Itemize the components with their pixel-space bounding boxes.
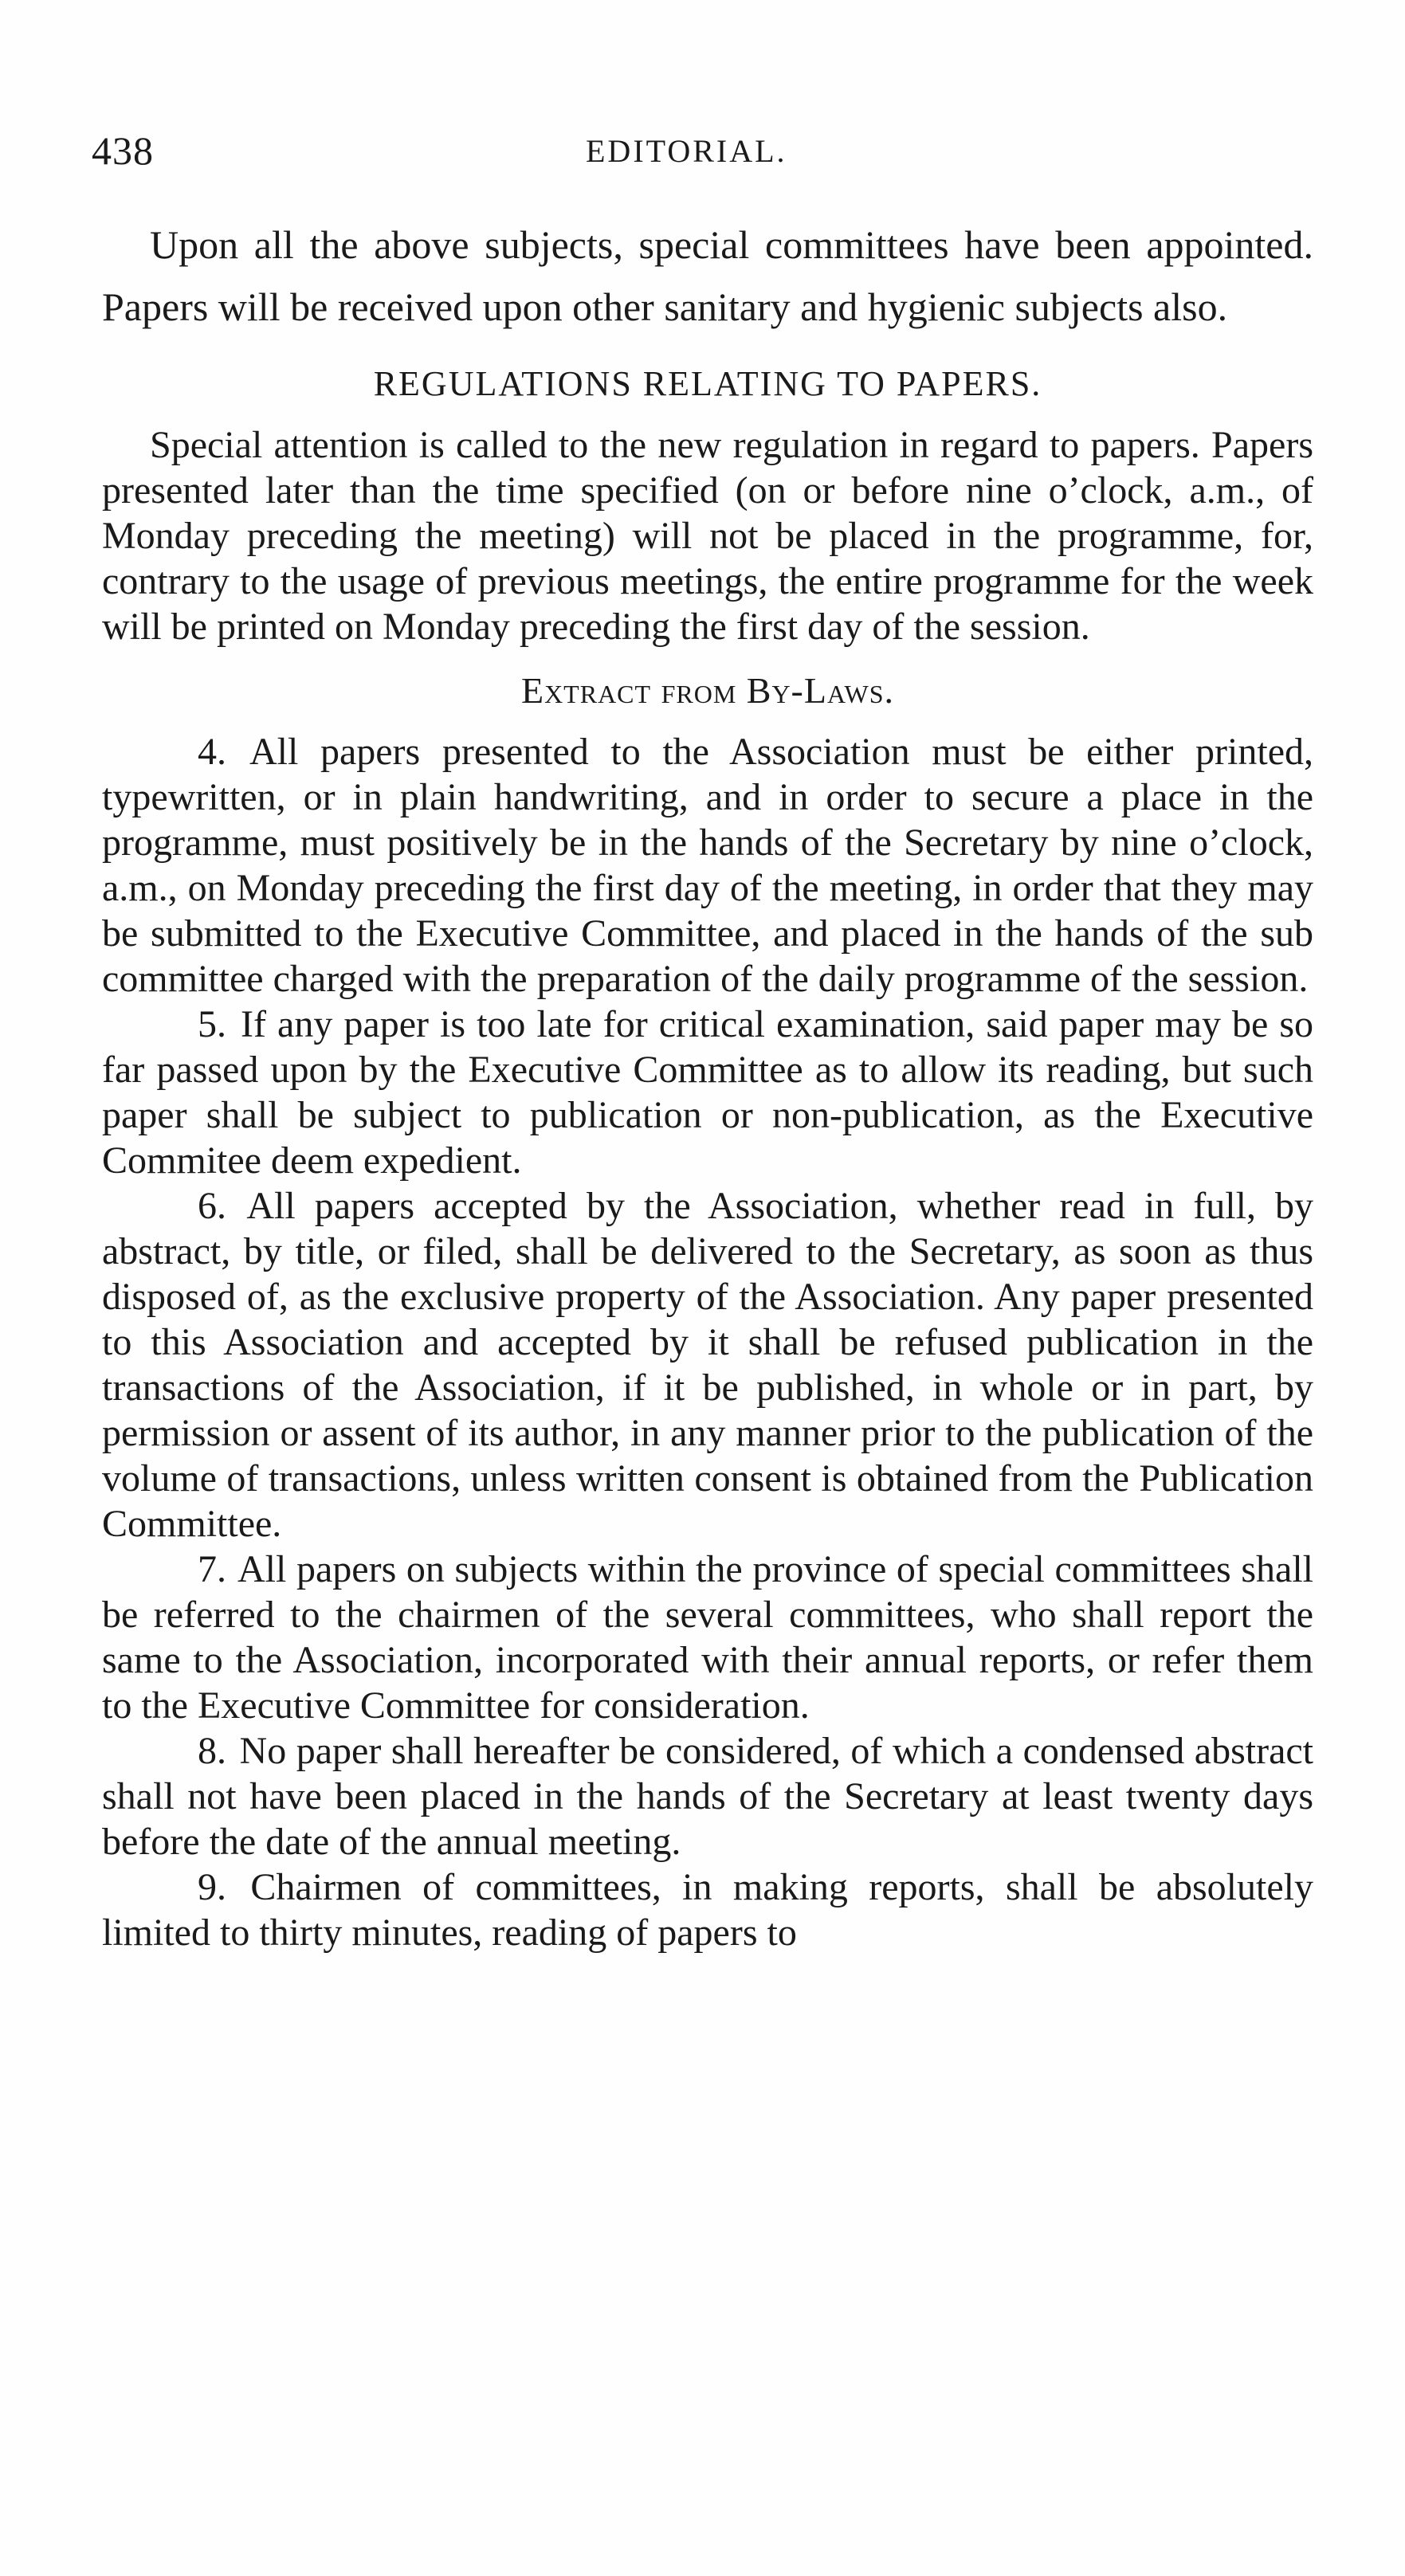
regulations-paragraph: Special attention is called to the new regulation in regard to papers. Papers presented later than the time specified (on or before nine o’clock, a.m., of Monday preceding the meeting) will not be placed in the programme, for, contrary to the usage of previous meetings, the entire programme for the week will be printed on Monday preceding the first day of the session. xyxy=(102,424,1313,648)
bylaw-rule-8 xyxy=(102,1728,1313,1864)
bylaw-rule-5 xyxy=(102,1002,1313,1183)
rule-number: 6. xyxy=(198,1185,226,1227)
rule-text: All papers presented to the Association must be either printed, typewritten, or in plain handwriting, and in order to secure a place in the programme, must positively be in the hands of the Secretary by nine o’clock, a.m., on Monday preceding the first day of the meeting, in order that they may be submitted to the Executive Committee, and placed in the hands of the sub committee charged with the preparation of the daily programme of the session. xyxy=(102,731,1313,1000)
rule-text: No paper shall hereafter be considered, of which a condensed abstract shall not have been placed in the hands of the Secretary at least twenty days before the date of the annual meeting. xyxy=(102,1730,1314,1863)
rule-text: All papers accepted by the Association, whether read in full, by abstract, by title, or filed, shall be delivered to the Secretary, as soon as thus disposed of, as the exclusive property of the Association. Any paper presented to this Association and accepted by it shall be refused publication in the transactions of the Association, if it be published, in whole or in part, by permission or assent of its author, in any manner prior to the publication of the volume of transactions, unless written consent is obtained from the Publication Committee. xyxy=(102,1185,1313,1545)
rule-number: 8. xyxy=(198,1730,226,1772)
section-heading-regulations: REGULATIONS RELATING TO PAPERS. xyxy=(373,364,1042,403)
bylaw-rule-7 xyxy=(102,1547,1313,1728)
rule-number: 4. xyxy=(198,731,226,773)
section-heading-extract: Extract from By-Laws. xyxy=(520,670,895,711)
bylaw-rule-6 xyxy=(102,1183,1313,1547)
rule-number: 5. xyxy=(198,1003,226,1045)
rule-number: 9. xyxy=(198,1866,226,1908)
page-header xyxy=(92,127,1319,191)
rule-text: Chairmen of committees, in making reports, shall be absolutely limited to thirty minutes, reading of papers to xyxy=(102,1866,1313,1954)
page-number: 438 xyxy=(92,128,154,173)
intro-paragraph: Upon all the above subjects, special committees have been appointed. Papers will be received upon other sanitary and hygienic subjects also. xyxy=(102,222,1313,329)
page-body xyxy=(102,214,1313,1955)
bylaw-rule-4 xyxy=(102,729,1313,1002)
running-head: EDITORIAL. xyxy=(586,133,787,169)
rule-text: All papers on subjects within the province of special committees shall be referred to the chairmen of the several committees, who shall report the same to the Association, incorporated with their annual reports, or refer them to the Executive Committee for consideration. xyxy=(102,1548,1314,1727)
rule-text: If any paper is too late for critical examination, said paper may be so far passed upon by the Executive Committee as to allow its reading, but such paper shall be subject to publication or non-publication, as the Executive Commitee deem expedient. xyxy=(102,1003,1314,1182)
rule-number: 7. xyxy=(198,1548,226,1590)
bylaw-rule-9 xyxy=(102,1864,1313,1955)
